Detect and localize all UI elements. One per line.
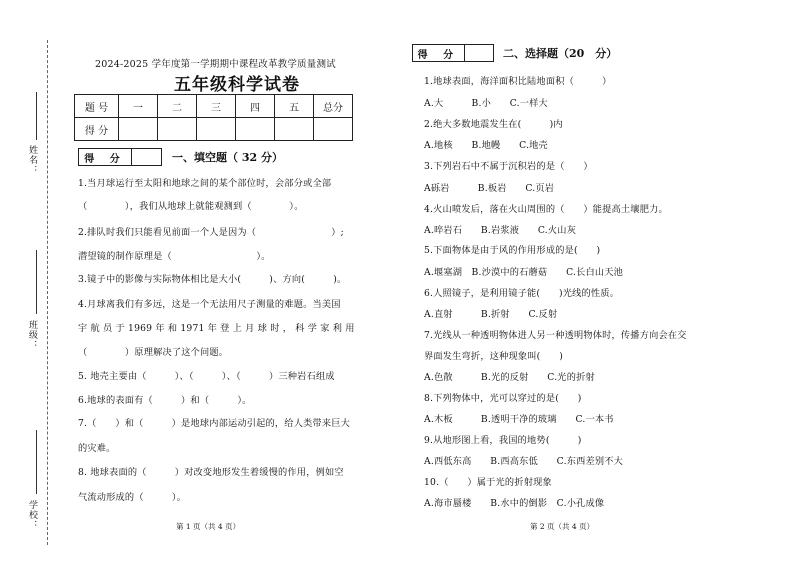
exam-title: 五年级科学试卷 <box>174 75 300 95</box>
question-line: 7.（ ）和（ ）是地球内部运动引起的，给人类带来巨大 <box>78 418 351 429</box>
score-box-blank <box>131 149 161 165</box>
question-line: 6.人照镜子，是利用镜子能( )光线的性质。 <box>424 288 620 299</box>
question-line: A.地核 B.地幔 C.地壳 <box>424 140 548 151</box>
question-line: 8.下列物体中，光可以穿过的是( ) <box>424 393 582 404</box>
question-line: A.木板 B.透明干净的玻璃 C.一本书 <box>424 414 614 425</box>
question-line: 4.火山喷发后，落在火山周围的（ ）能提高土壤肥力。 <box>424 204 668 215</box>
question-line: A.西低东高 B.西高东低 C.东西差别不大 <box>424 456 624 467</box>
score-table-cell: 二 <box>158 95 197 118</box>
question-line: 2.排队时我们只能看见前面一个人是因为（ ）; <box>78 227 344 238</box>
question-line: 界面发生弯折，这种现象叫( ) <box>424 351 563 362</box>
question-line: 1.地球表面，海洋面积比陆地面积（ ） <box>424 76 612 87</box>
score-table-blank <box>197 118 236 141</box>
question-line: 3.镜子中的影像与实际物体相比是大小( )、方向( )。 <box>78 274 347 285</box>
question-line: 10.（ ）属于光的折射现象 <box>424 477 552 488</box>
score-box-label: 得 分 <box>417 49 460 61</box>
question-line: A.色散 B.光的反射 C.光的折射 <box>424 372 595 383</box>
question-line: A.大 B.小 C.一样大 <box>424 98 548 109</box>
school-label: 学校： <box>27 500 37 530</box>
question-line: A.海市蜃楼 B.水中的倒影 C.小孔成像 <box>424 498 605 509</box>
question-line: 的灾难。 <box>78 443 116 454</box>
section2-score-box <box>412 44 494 62</box>
score-table-cell: 得 分 <box>75 118 119 141</box>
question-line: A.啐岩石 B.岩浆液 C.火山灰 <box>424 225 577 236</box>
score-table-blank <box>236 118 275 141</box>
section1-score-box <box>78 148 162 166</box>
question-line: 潜望镜的制作原理是（ ）。 <box>78 251 271 262</box>
score-table-score-row <box>75 118 353 141</box>
question-line: A砾岩 B.板岩 C.页岩 <box>424 183 555 194</box>
question-line: （ ），我们从地球上就能观测到（ ）。 <box>78 201 304 212</box>
page-footer-right: 第 2 页（共 4 页） <box>530 522 595 531</box>
school-blank-line <box>36 430 37 494</box>
score-table-cell: 五 <box>275 95 314 118</box>
question-line: 宇 航 员 于 1969 年 和 1971 年 登 上 月 球 时 ， 科 学 家 利 用 <box>78 323 355 334</box>
question-line: 6.地球的表面有（ ）和（ ）。 <box>78 395 252 406</box>
question-line: 1.当月球运行至太阳和地球之间的某个部位时，会部分或全部 <box>78 178 332 189</box>
question-line: A.堰塞湖 B.沙漠中的石蘑菇 C.长白山天池 <box>424 267 624 278</box>
score-table-header-row <box>75 95 353 118</box>
binding-dashed-line <box>47 40 48 545</box>
question-line: 5. 地壳主要由（ ）、（ ）、（ ）三种岩石组成 <box>78 371 335 382</box>
score-table-blank <box>158 118 197 141</box>
score-table-cell: 四 <box>236 95 275 118</box>
section2-title: 二、选择题（20 分） <box>503 47 618 60</box>
score-table-blank <box>275 118 314 141</box>
section1-title: 一、填空题（ 32 分） <box>172 151 283 164</box>
score-table-blank <box>119 118 158 141</box>
score-table-cell: 三 <box>197 95 236 118</box>
score-table <box>74 94 353 141</box>
score-table-cell: 总分 <box>314 95 353 118</box>
name-label: 姓名： <box>27 145 37 175</box>
question-line: 5.下面物体是由于风的作用形成的是( ) <box>424 245 601 256</box>
question-line: 2.绝大多数地震发生在( )内 <box>424 119 563 130</box>
question-line: 8. 地球表面的（ ）对改变地形发生着缓慢的作用，例如空 <box>78 467 344 478</box>
question-line: （ ）原理解决了这个问题。 <box>78 347 229 358</box>
score-table-blank <box>314 118 353 141</box>
question-line: 9.从地形图上看，我国的地势( ) <box>424 435 582 446</box>
score-table-cell: 题 号 <box>75 95 119 118</box>
question-line: 7.光线从一种透明物体进人另一种透明物体时，传播方向会在交 <box>424 330 687 341</box>
class-blank-line <box>36 250 37 314</box>
question-line: 4.月球离我们有多远，这是一个无法用尺子测量的难题。当美国 <box>78 299 341 310</box>
question-line: 3.下列岩石中不属于沉积岩的是（ ） <box>424 161 593 172</box>
question-line: 气流动形成的（ ）。 <box>78 492 187 503</box>
page-footer-left: 第 1 页（共 4 页） <box>176 522 241 531</box>
class-label: 班级： <box>27 320 37 350</box>
name-blank-line <box>36 92 37 140</box>
score-table-cell: 一 <box>119 95 158 118</box>
question-line: A.直射 B.折射 C.反射 <box>424 309 558 320</box>
score-box-label: 得 分 <box>84 153 126 165</box>
score-box-blank <box>464 45 493 61</box>
exam-subtitle: 2024-2025 学年度第一学期期中课程改革教学质量测试 <box>95 59 336 70</box>
